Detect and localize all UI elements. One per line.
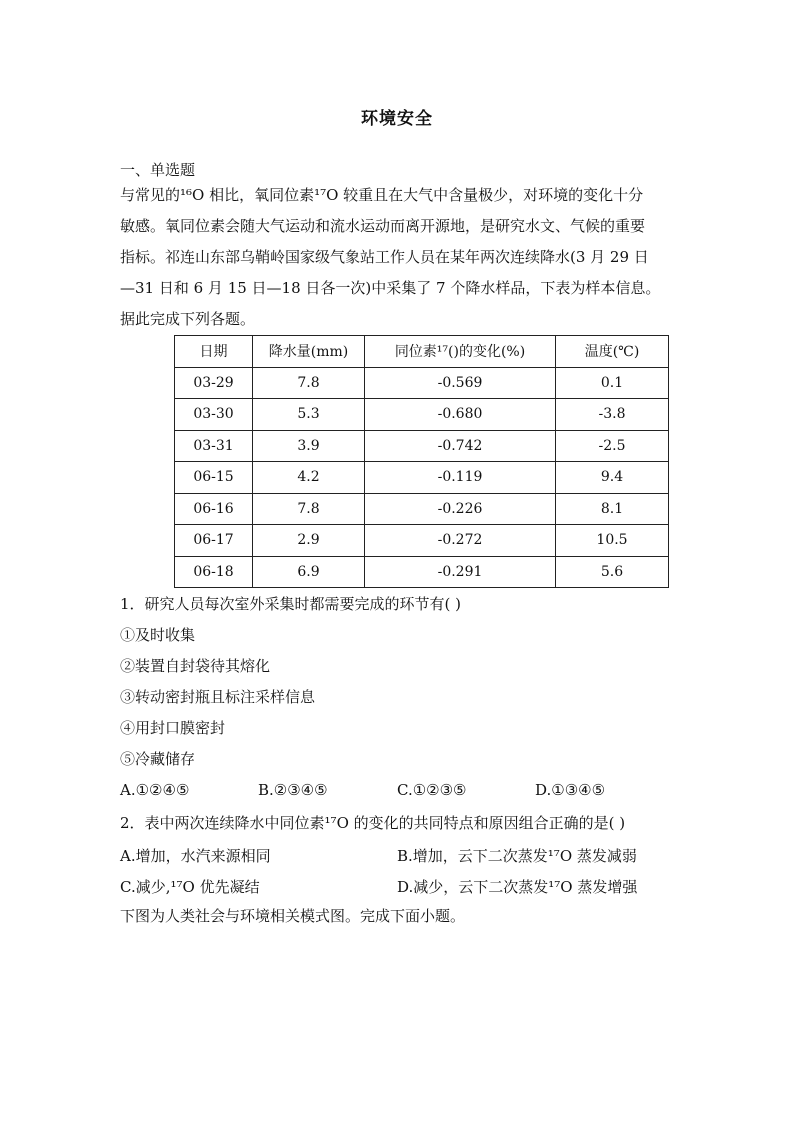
cell-date: 03-31	[175, 430, 253, 462]
q2-option-a[interactable]: A.增加，水汽来源相同	[120, 847, 271, 865]
cell-temperature: -3.8	[556, 399, 669, 431]
cell-temperature: 9.4	[556, 462, 669, 494]
q1-option-a[interactable]: A.①②④⑤	[120, 781, 190, 799]
cell-date: 03-30	[175, 399, 253, 431]
q2-option-c[interactable]: C.减少,¹⁷O 优先凝结	[120, 878, 260, 896]
q2-options-row	[120, 876, 680, 896]
cell-date: 06-16	[175, 493, 253, 525]
cell-isotope: -0.291	[365, 556, 556, 588]
intro-line: 指标。祁连山东部乌鞘岭国家级气象站工作人员在某年两次连续降水(3 月 29 日	[120, 248, 649, 266]
cell-isotope: -0.569	[365, 367, 556, 399]
q2-option-d[interactable]: D.减少，云下二次蒸发¹⁷O 蒸发增强	[397, 878, 638, 896]
q2-option-b[interactable]: B.增加，云下二次蒸发¹⁷O 蒸发减弱	[397, 847, 637, 865]
table-row	[175, 525, 669, 557]
intro-line: 与常见的¹⁶O 相比，氧同位素¹⁷O 较重且在大气中含量极少，对环境的变化十分	[120, 186, 644, 204]
q1-option-b[interactable]: B.②③④⑤	[258, 781, 328, 799]
intro-line: —31 日和 6 月 15 日—18 日各一次)中采集了 7 个降水样品，下表为样本信息。	[120, 279, 661, 297]
q1-option-c[interactable]: C.①②③⑤	[397, 781, 467, 799]
sample-table	[174, 335, 669, 588]
q1-item: ②装置自封袋待其熔化	[120, 657, 271, 675]
cell-temperature: -2.5	[556, 430, 669, 462]
header-date: 日期	[175, 336, 253, 368]
q1-option-d[interactable]: D.①③④⑤	[535, 781, 606, 799]
q2-options-row	[120, 845, 680, 865]
table-row	[175, 462, 669, 494]
q1-item: ①及时收集	[120, 626, 196, 644]
cell-temperature: 10.5	[556, 525, 669, 557]
cell-isotope: -0.226	[365, 493, 556, 525]
cell-date: 06-17	[175, 525, 253, 557]
section-heading: 一、单选题	[120, 161, 196, 179]
table-row	[175, 430, 669, 462]
intro-line: 据此完成下列各题。	[120, 310, 256, 328]
page-title: 环境安全	[361, 109, 433, 129]
cell-precipitation: 5.3	[253, 399, 365, 431]
table-row	[175, 367, 669, 399]
cell-temperature: 5.6	[556, 556, 669, 588]
q1-item: ③转动密封瓶且标注采样信息	[120, 688, 316, 706]
q1-options	[120, 781, 680, 801]
header-isotope-change: 同位素¹⁷()的变化(%)	[365, 336, 556, 368]
cell-isotope: -0.742	[365, 430, 556, 462]
table-row	[175, 399, 669, 431]
q1-item: ⑤冷藏储存	[120, 750, 196, 768]
header-precipitation: 降水量(mm)	[253, 336, 365, 368]
cell-temperature: 0.1	[556, 367, 669, 399]
table-row	[175, 493, 669, 525]
header-temperature: 温度(℃)	[556, 336, 669, 368]
cell-precipitation: 6.9	[253, 556, 365, 588]
intro-paragraph	[120, 180, 680, 335]
cell-precipitation: 2.9	[253, 525, 365, 557]
cell-temperature: 8.1	[556, 493, 669, 525]
cell-date: 03-29	[175, 367, 253, 399]
cell-precipitation: 7.8	[253, 367, 365, 399]
closing-text: 下图为人类社会与环境相关模式图。完成下面小题。	[120, 907, 466, 925]
cell-date: 06-15	[175, 462, 253, 494]
cell-isotope: -0.119	[365, 462, 556, 494]
q1-item: ④用封口膜密封	[120, 719, 226, 737]
table-row	[175, 556, 669, 588]
intro-line: 敏感。氧同位素会随大气运动和流水运动而离开源地，是研究水文、气候的重要	[120, 217, 646, 235]
cell-isotope: -0.680	[365, 399, 556, 431]
table-header-row	[175, 336, 669, 368]
question-2-stem: 2．表中两次连续降水中同位素¹⁷O 的变化的共同特点和原因组合正确的是( )	[120, 814, 626, 832]
cell-date: 06-18	[175, 556, 253, 588]
cell-precipitation: 7.8	[253, 493, 365, 525]
question-1-stem: 1．研究人员每次室外采集时都需要完成的环节有( )	[120, 595, 462, 613]
cell-precipitation: 3.9	[253, 430, 365, 462]
cell-isotope: -0.272	[365, 525, 556, 557]
cell-precipitation: 4.2	[253, 462, 365, 494]
